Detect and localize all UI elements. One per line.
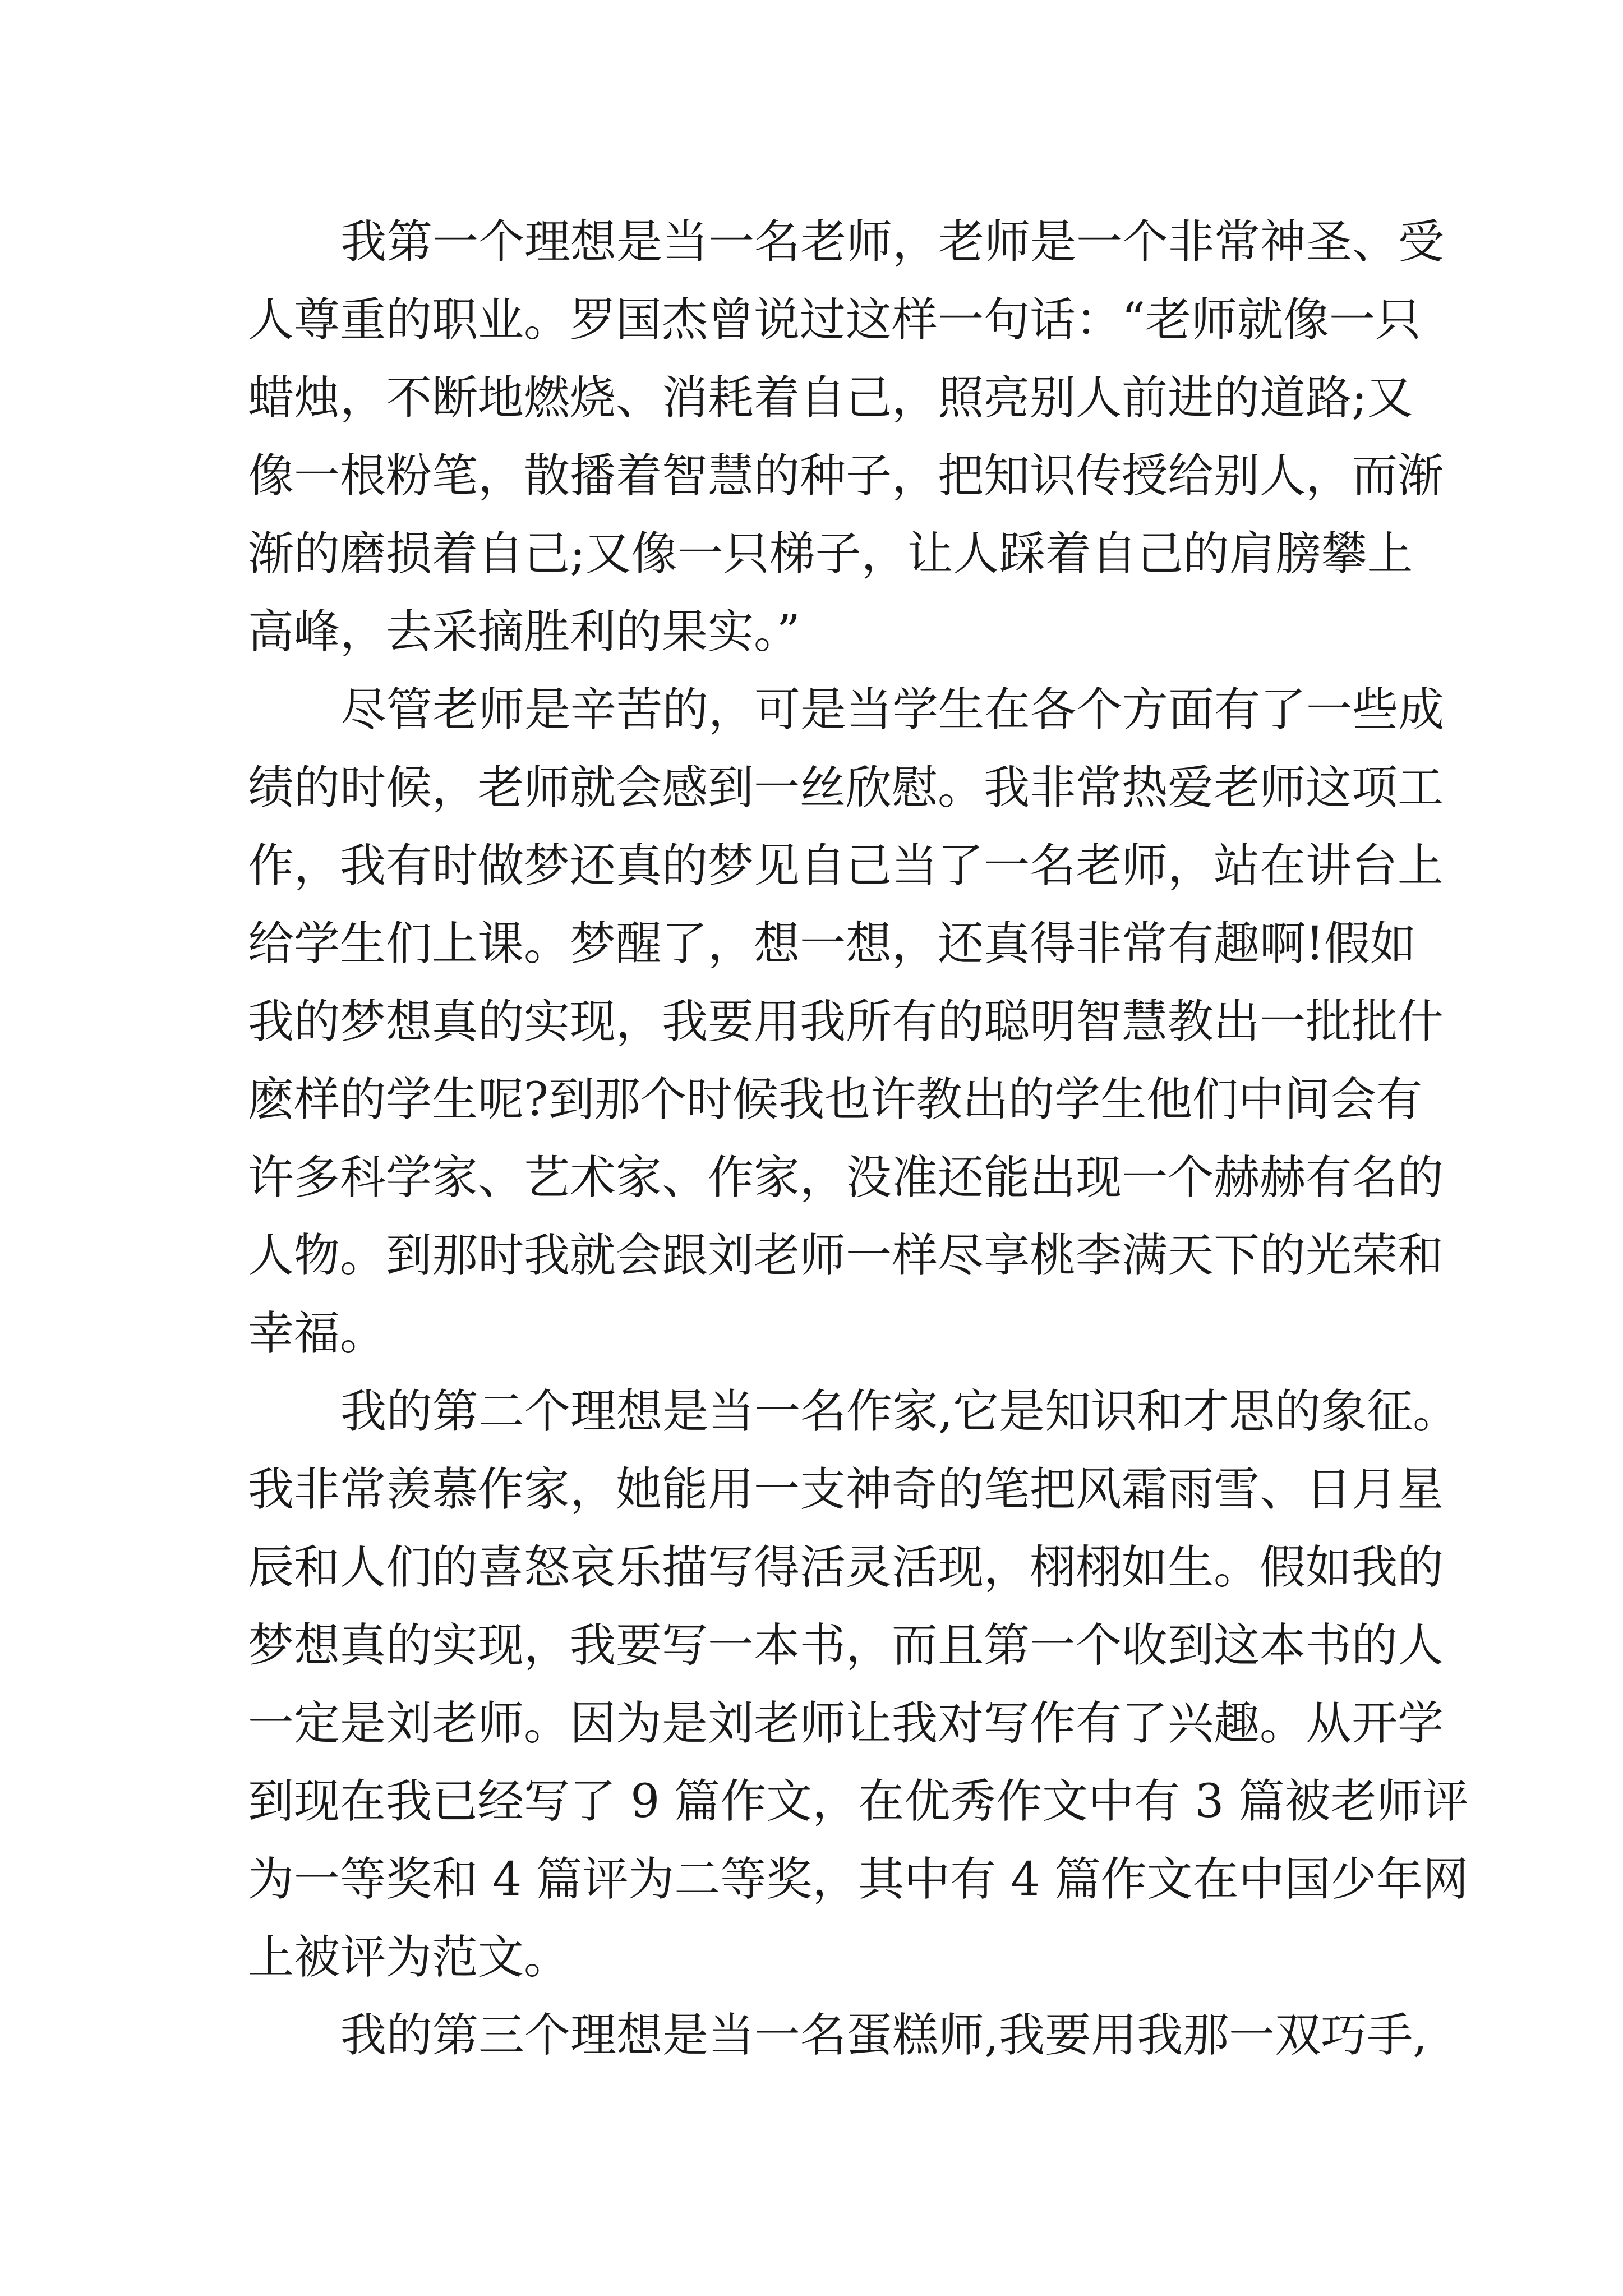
text-line: 我第一个理想是当一名老师，老师是一个非常神圣、受 xyxy=(340,215,1445,269)
text-line: 一定是刘老师。因为是刘老师让我对写作有了兴趣。从开学 xyxy=(248,1697,1444,1750)
text-line: 我的梦想真的实现，我要用我所有的聪明智慧教出一批批什 xyxy=(248,995,1444,1048)
text-line: 人物。到那时我就会跟刘老师一样尽享桃李满天下的光荣和 xyxy=(248,1229,1444,1282)
text-line: 到现在我已经写了 9 篇作文，在优秀作文中有 3 篇被老师评 xyxy=(248,1775,1469,1828)
paragraph-1 xyxy=(248,203,1445,671)
text-line: 像一根粉笔，散播着智慧的种子，把知识传授给别人，而渐 xyxy=(248,449,1444,503)
text-line: 我的第二个理想是当一名作家,它是知识和才思的象征。 xyxy=(340,1385,1459,1438)
text-line: 人尊重的职业。罗国杰曾说过这样一句话：“老师就像一只 xyxy=(248,293,1421,347)
document-body xyxy=(248,203,1469,2074)
paragraph-2 xyxy=(248,671,1445,1373)
text-line: 蜡烛，不断地燃烧、消耗着自己，照亮别人前进的道路;又 xyxy=(248,371,1413,425)
text-line: 上被评为范文。 xyxy=(248,1931,570,1984)
text-line: 为一等奖和 4 篇评为二等奖，其中有 4 篇作文在中国少年网 xyxy=(248,1853,1469,1906)
text-line: 高峰，去采摘胜利的果实。” xyxy=(248,605,800,659)
text-line: 绩的时候，老师就会感到一丝欣慰。我非常热爱老师这项工 xyxy=(248,761,1444,815)
text-line: 尽管老师是辛苦的，可是当学生在各个方面有了一些成 xyxy=(340,683,1445,737)
text-line: 渐的磨损着自己;又像一只梯子，让人踩着自己的肩膀攀上 xyxy=(248,527,1413,581)
text-line: 幸福。 xyxy=(248,1307,386,1360)
text-line: 作，我有时做梦还真的梦见自己当了一名老师，站在讲台上 xyxy=(248,839,1444,892)
paragraph-4 xyxy=(248,1996,1428,2074)
text-line: 麽样的学生呢?到那个时候我也许教出的学生他们中间会有 xyxy=(248,1073,1422,1126)
text-line: 我非常羡慕作家，她能用一支神奇的笔把风霜雨雪、日月星 xyxy=(248,1463,1444,1516)
text-line: 许多科学家、艺术家、作家，没准还能出现一个赫赫有名的 xyxy=(248,1151,1444,1204)
text-line: 辰和人们的喜怒哀乐描写得活灵活现，栩栩如生。假如我的 xyxy=(248,1541,1444,1594)
text-line: 给学生们上课。梦醒了，想一想，还真得非常有趣啊!假如 xyxy=(248,917,1416,970)
text-line: 我的第三个理想是当一名蛋糕师,我要用我那一双巧手, xyxy=(340,2009,1428,2062)
paragraph-3 xyxy=(248,1373,1469,1996)
text-line: 梦想真的实现，我要写一本书，而且第一个收到这本书的人 xyxy=(248,1619,1444,1672)
